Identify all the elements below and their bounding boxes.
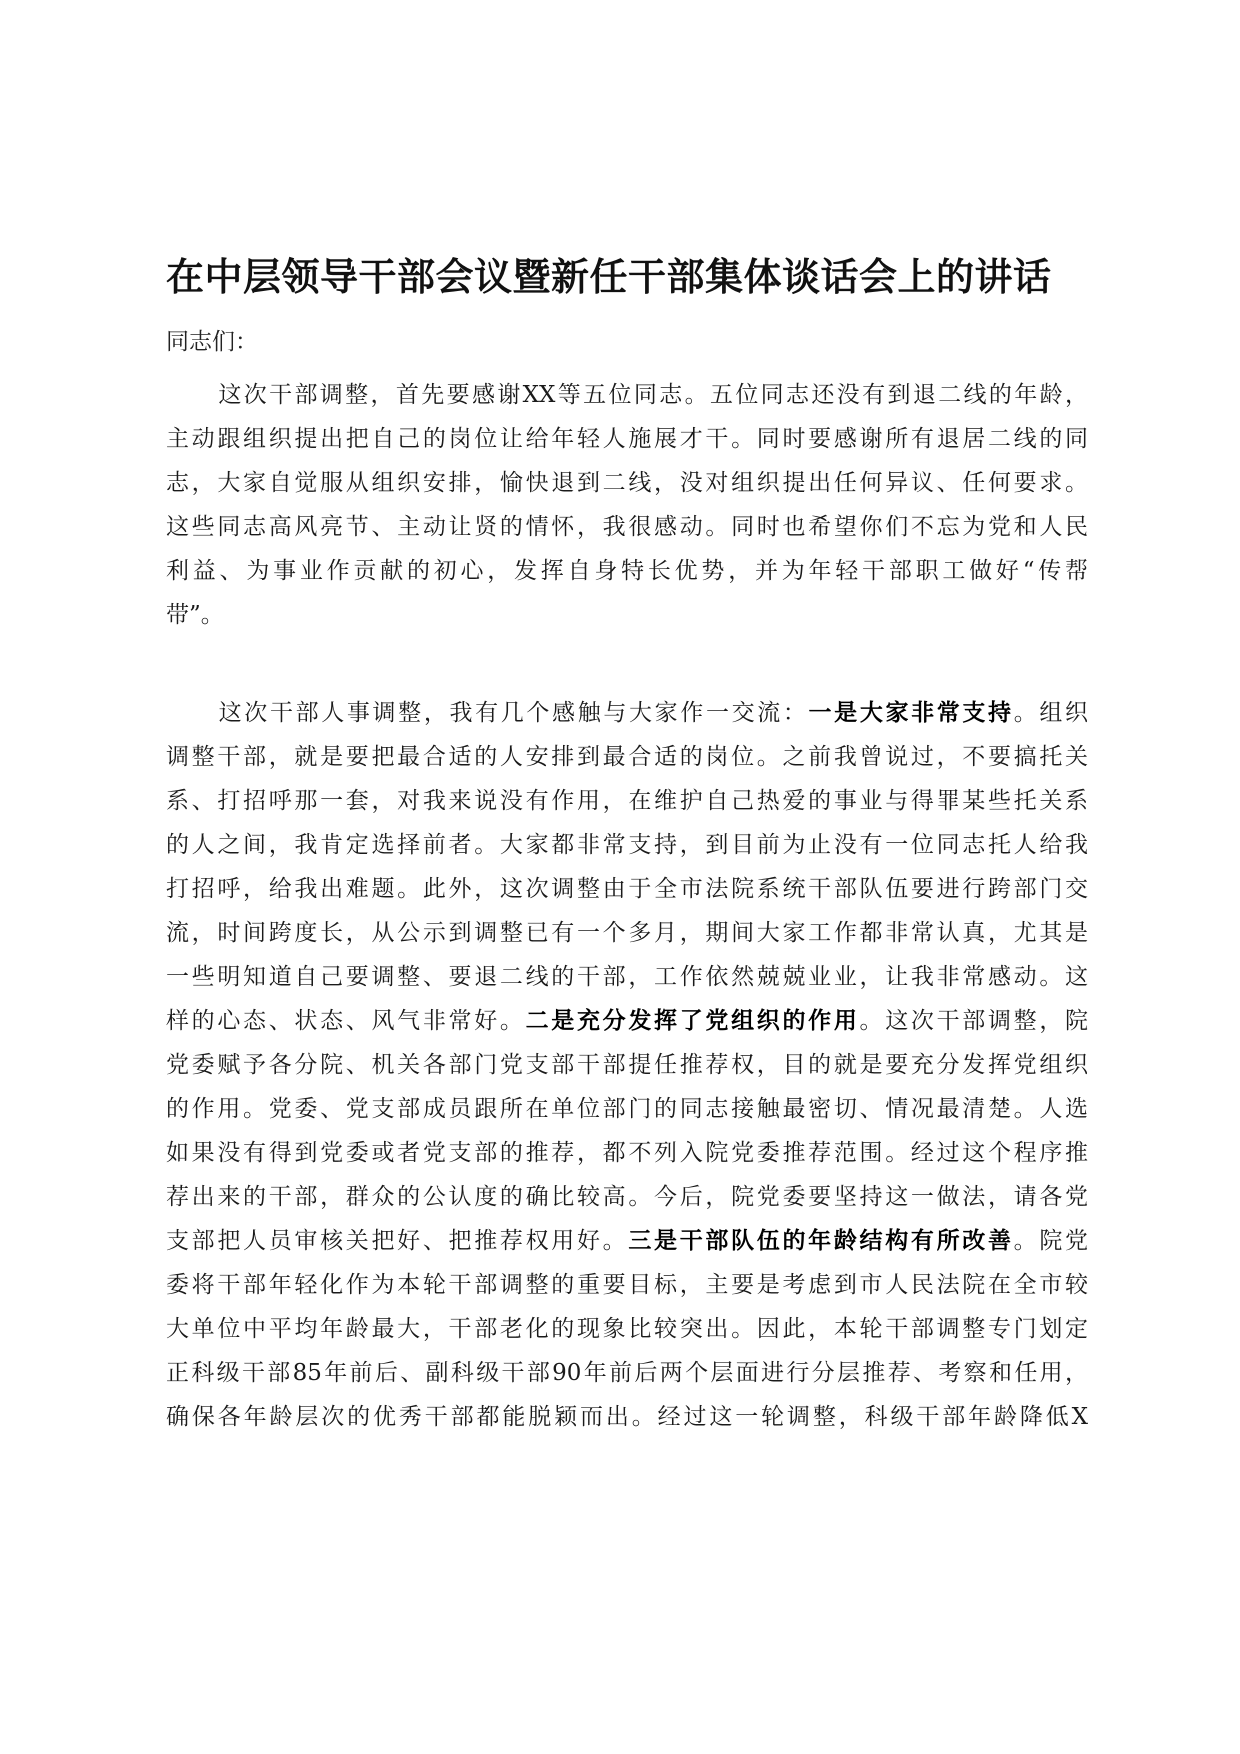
paragraph-line: 的人之间，我肯定选择前者。大家都非常支持，到目前为止没有一位同志托人给我: [166, 832, 1088, 858]
paragraph-line: 系、打招呼那一套，对我来说没有作用，在维护自己热爱的事业与得罪某些托关系: [166, 788, 1088, 814]
paragraph-line: 委将干部年轻化作为本轮干部调整的重要目标，主要是考虑到市人民法院在全市较: [166, 1272, 1088, 1298]
paragraph-line: 荐出来的干部，群众的公认度的确比较高。今后，院党委要坚持这一做法，请各党: [166, 1184, 1088, 1210]
paragraph-line: 党委赋予各分院、机关各部门党支部干部提任推荐权，目的就是要充分发挥党组织: [166, 1052, 1088, 1078]
paragraph-line: 一些明知道自己要调整、要退二线的干部，工作依然兢兢业业，让我非常感动。这: [166, 964, 1088, 990]
key-point-1: 一是大家非常支持: [808, 699, 1014, 726]
paragraph-line: 大单位中平均年龄最大，干部老化的现象比较突出。因此，本轮干部调整专门划定: [166, 1316, 1088, 1342]
paragraph-line: 这些同志高风亮节、主动让贤的情怀，我很感动。同时也希望你们不忘为党和人民: [166, 514, 1088, 540]
paragraph-line: 利益、为事业作贡献的初心，发挥自身特长优势，并为年轻干部职工做好“传帮: [166, 558, 1088, 584]
line-text: 这次干部人事调整，我有几个感触与大家作一交流：: [216, 700, 809, 726]
document-title: 在中层领导干部会议暨新任干部集体谈话会上的讲话: [166, 255, 1052, 299]
line-text: 。组织: [1013, 700, 1089, 726]
paragraph-line: [166, 1219, 1088, 1263]
paragraph-line: 志，大家自觉服从组织安排，愉快退到二线，没对组织提出任何异议、任何要求。: [166, 470, 1088, 496]
line-text: 样的心态、状态、风气非常好。: [166, 1008, 526, 1034]
paragraph-line: 打招呼，给我出难题。此外，这次调整由于全市法院系统干部队伍要进行跨部门交: [166, 876, 1088, 902]
line-text: 这次干部调整，首先要感谢XX等五位同志。五位同志还没有到退二线的年龄，: [216, 382, 1088, 408]
salutation: 同志们：: [166, 329, 258, 355]
paragraph-line: 的作用。党委、党支部成员跟所在单位部门的同志接触最密切、情况最清楚。人选: [166, 1096, 1088, 1122]
paragraph-line: [166, 691, 1088, 735]
paragraph-line: 正科级干部85年前后、副科级干部90年前后两个层面进行分层推荐、考察和任用，: [166, 1360, 1088, 1386]
paragraph-line: 调整干部，就是要把最合适的人安排到最合适的岗位。之前我曾说过，不要搞托关: [166, 744, 1088, 770]
paragraph-gratitude: [166, 373, 1088, 637]
paragraph-line: 流，时间跨度长，从公示到调整已有一个多月，期间大家工作都非常认真，尤其是: [166, 920, 1088, 946]
key-point-3: 三是干部队伍的年龄结构有所改善: [628, 1227, 1014, 1254]
paragraph-line: 主动跟组织提出把自己的岗位让给年轻人施展才干。同时要感谢所有退居二线的同: [166, 426, 1088, 452]
line-text: 。这次干部调整，院: [859, 1008, 1089, 1034]
key-point-2: 二是充分发挥了党组织的作用: [525, 1007, 860, 1034]
paragraph-line: [166, 999, 1088, 1043]
paragraph-line: 确保各年龄层次的优秀干部都能脱颖而出。经过这一轮调整，科级干部年龄降低X: [166, 1404, 1088, 1430]
paragraph-reflections: [166, 691, 1088, 1439]
paragraph-line: 如果没有得到党委或者党支部的推荐，都不列入院党委推荐范围。经过这个程序推: [166, 1140, 1088, 1166]
line-text: 。院党: [1013, 1228, 1089, 1254]
line-text: 支部把人员审核关把好、把推荐权用好。: [166, 1228, 629, 1254]
paragraph-line: [166, 373, 1088, 417]
paragraph-line: 带”。: [166, 602, 224, 628]
